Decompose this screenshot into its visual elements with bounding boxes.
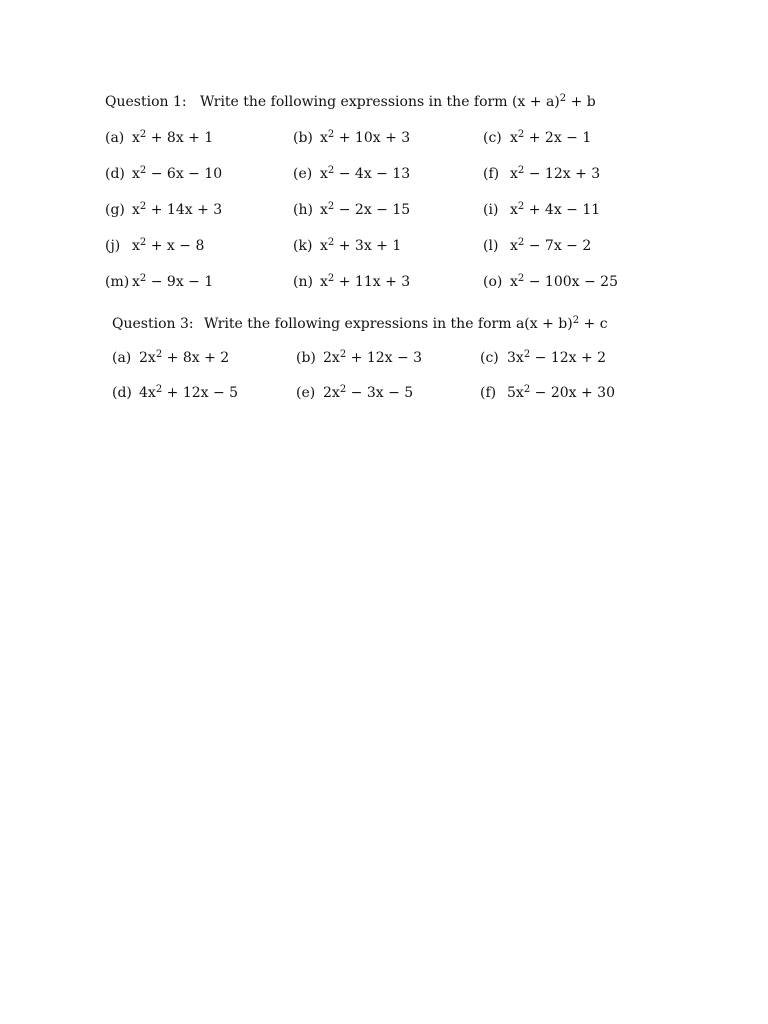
question-1-prompt: Write the following expressions in the form $(x + a)^2 + b$ [200,93,596,110]
expression-item [112,350,296,385]
item-expression: $x^2 + x - 8$ [132,237,205,254]
item-row [105,202,618,238]
expression-item [105,130,293,166]
expression-item [296,350,480,385]
item-label: (k) [293,238,313,254]
item-expression: $x^2 - 2x - 15$ [320,201,411,218]
expression-item [112,385,296,420]
item-label: (c) [483,130,502,146]
question-3-items [112,350,615,420]
question-3-label: Question 3: [112,316,194,332]
item-row [112,385,615,420]
item-label: (f) [483,166,500,182]
expression-item [483,274,618,310]
expression-item [105,238,293,274]
item-label: (o) [483,274,503,290]
item-label: (a) [112,350,132,366]
item-expression: $x^2 + 11x + 3$ [320,273,411,290]
item-expression: $x^2 - 6x - 10$ [132,165,223,182]
expression-item [483,130,591,166]
expression-item [483,166,600,202]
item-label: (b) [293,130,313,146]
item-row [105,130,618,166]
item-label: (f) [480,385,497,401]
item-label: (n) [293,274,313,290]
question-3-section [112,316,615,420]
item-expression: $x^2 + 4x - 11$ [510,201,601,218]
item-expression: $x^2 + 3x + 1$ [320,237,402,254]
expression-item [293,238,483,274]
question-1-label: Question 1: [105,94,187,110]
item-row [105,274,618,310]
item-label: (i) [483,202,499,218]
item-label: (e) [296,385,316,401]
item-row [105,166,618,202]
item-label: (j) [105,238,121,254]
item-expression: $2x^2 + 12x - 3$ [323,349,423,366]
item-label: (d) [105,166,125,182]
item-label: (b) [296,350,316,366]
item-label: (m) [105,274,130,290]
item-expression: $5x^2 - 20x + 30$ [507,384,615,401]
expression-item [293,274,483,310]
item-label: (g) [105,202,125,218]
item-expression: $2x^2 + 8x + 2$ [139,349,230,366]
expression-item [293,202,483,238]
expression-item [483,238,591,274]
item-expression: $x^2 - 4x - 13$ [320,165,411,182]
item-expression: $x^2 - 9x - 1$ [132,273,214,290]
item-expression: $x^2 + 2x - 1$ [510,129,592,146]
expression-item [293,166,483,202]
item-expression: $x^2 + 8x + 1$ [132,129,214,146]
item-expression: $x^2 - 12x + 3$ [510,165,601,182]
item-expression: $x^2 - 7x - 2$ [510,237,592,254]
expression-item [296,385,480,420]
question-1-items [105,130,618,310]
question-3-prompt: Write the following expressions in the form $a(x + b)^2 + c$ [204,315,608,332]
item-label: (l) [483,238,499,254]
item-expression: $x^2 - 100x - 25$ [510,273,618,290]
expression-item [105,274,293,310]
question-1-heading [105,94,618,110]
expression-item [483,202,600,238]
item-expression: $2x^2 - 3x - 5$ [323,384,414,401]
item-expression: $3x^2 - 12x + 2$ [507,349,607,366]
item-label: (h) [293,202,313,218]
item-label: (e) [293,166,313,182]
item-label: (a) [105,130,125,146]
expression-item [105,202,293,238]
item-expression: $4x^2 + 12x - 5$ [139,384,239,401]
question-1-section [105,94,618,310]
expression-item [480,350,606,385]
expression-item [105,166,293,202]
question-3-heading [112,316,615,332]
expression-item [293,130,483,166]
item-expression: $x^2 + 10x + 3$ [320,129,411,146]
item-label: (c) [480,350,499,366]
item-expression: $x^2 + 14x + 3$ [132,201,223,218]
item-row [105,238,618,274]
item-label: (d) [112,385,132,401]
item-row [112,350,615,385]
expression-item [480,385,615,420]
